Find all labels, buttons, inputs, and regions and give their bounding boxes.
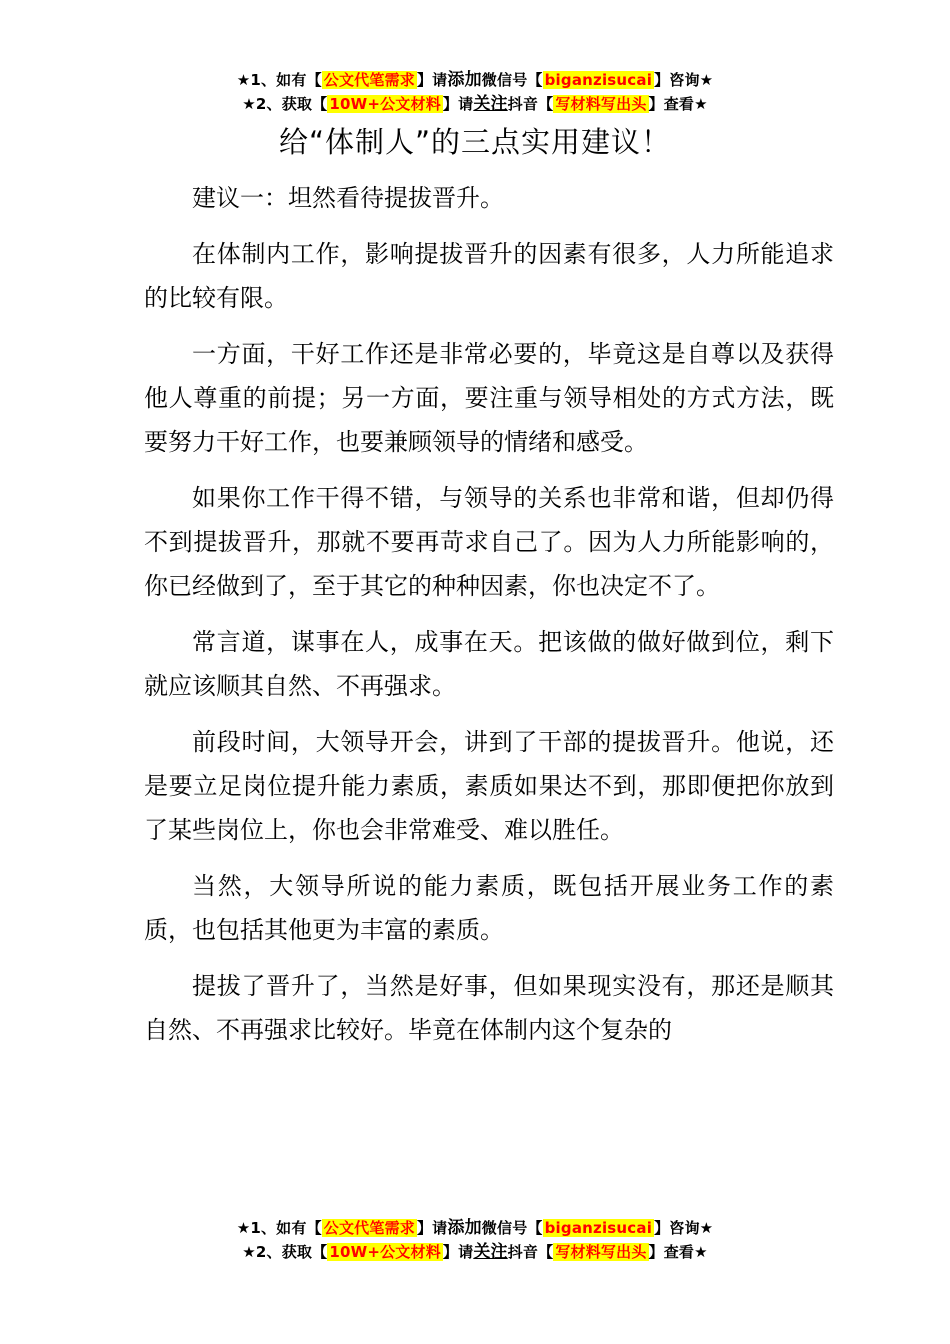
document-title: 给“体制人”的三点实用建议！ [278,125,672,159]
banner-line-2 [0,92,950,116]
banner-text: 】请 [416,71,448,89]
banner-text: 】请 [416,1219,448,1237]
paragraph: 在体制内工作，影响提拔晋升的因素有很多，人力所能追求的比较有限。 [144,240,834,312]
banner-text: ★2、获取【 [242,95,328,113]
banner-emphasis: 关注 [473,1242,508,1262]
paragraph: 前段时间，大领导开会，讲到了干部的提拔晋升。他说，还是要立足岗位提升能力素质，素质如果达不到，那即便把你放到了某些岗位上，你也会非常难受、难以胜任。 [144,728,834,844]
banner-text: 】请 [442,1243,474,1261]
banner-text: 抖音【 [507,1243,554,1261]
highlight-douyin: 写材料写出头 [555,95,647,113]
banner-text: 】请 [442,95,474,113]
banner-line-1 [0,1216,950,1240]
banner-emphasis: 添加 [447,1218,482,1238]
paragraph: 一方面，干好工作还是非常必要的，毕竟这是自尊以及获得他人尊重的前提；另一方面，要注重与领导相处的方式方法，既要努力干好工作，也要兼顾领导的情绪和感受。 [144,340,834,456]
banner-text: 抖音【 [507,95,554,113]
banner-text: 】查看★ [648,1243,708,1261]
banner-text: 】咨询★ [654,1219,714,1237]
banner-line-2 [0,1240,950,1264]
highlight-service: 公文代笔需求 [323,71,415,89]
banner-emphasis: 添加 [447,70,482,90]
banner-emphasis: 关注 [473,94,508,114]
banner-text: 微信号【 [481,1219,543,1237]
document-body [144,176,834,1064]
highlight-materials: 10W+公文材料 [329,95,441,113]
banner-line-1 [0,68,950,92]
highlight-materials: 10W+公文材料 [329,1243,441,1261]
paragraph: 建议一：坦然看待提拔晋升。 [192,184,504,212]
header-banner [0,68,950,116]
banner-text: ★1、如有【 [236,1219,322,1237]
paragraph: 当然，大领导所说的能力素质，既包括开展业务工作的素质，也包括其他更为丰富的素质。 [144,872,834,944]
banner-text: 】查看★ [648,95,708,113]
banner-text: 】咨询★ [654,71,714,89]
footer-banner [0,1216,950,1264]
banner-text: ★1、如有【 [236,71,322,89]
banner-text: 微信号【 [481,71,543,89]
paragraph: 如果你工作干得不错，与领导的关系也非常和谐，但却仍得不到提拔晋升，那就不要再苛求自己了。因为人力所能影响的，你已经做到了，至于其它的种种因素，你也决定不了。 [144,484,834,600]
highlight-wechat-id: biganzisucai [544,1219,653,1237]
highlight-wechat-id: biganzisucai [544,71,653,89]
paragraph: 常言道，谋事在人，成事在天。把该做的做好做到位，剩下就应该顺其自然、不再强求。 [144,628,834,700]
highlight-douyin: 写材料写出头 [555,1243,647,1261]
banner-text: ★2、获取【 [242,1243,328,1261]
highlight-service: 公文代笔需求 [323,1219,415,1237]
paragraph: 提拔了晋升了，当然是好事，但如果现实没有，那还是顺其自然、不再强求比较好。毕竟在体制内这个复杂的 [144,972,834,1044]
